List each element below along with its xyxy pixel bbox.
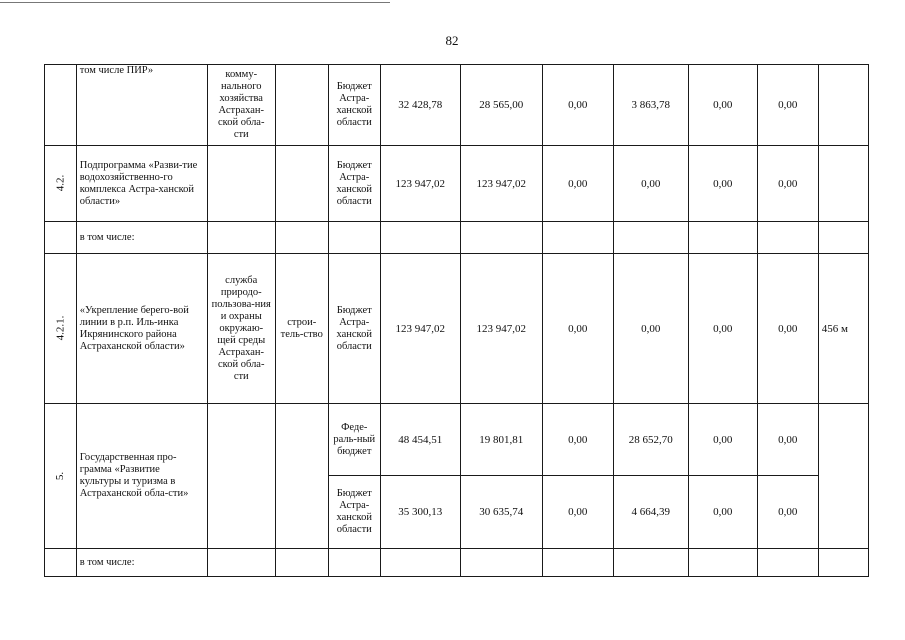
table-row [45, 549, 869, 577]
empty-cell [542, 222, 613, 254]
table-row [45, 254, 869, 404]
table-row [45, 404, 869, 476]
funding-source-cell: Бюджет Астра-ханской области [328, 476, 380, 549]
funding-source-cell: Бюджет Астра-ханской области [328, 65, 380, 146]
empty-cell [380, 222, 460, 254]
value-5-cell: 0,00 [688, 65, 757, 146]
table-row [45, 222, 869, 254]
page-number: 82 [445, 33, 459, 48]
value-2-cell: 123 947,02 [460, 254, 542, 404]
value-6-cell: 0,00 [757, 476, 818, 549]
empty-cell [613, 549, 688, 577]
value-3-cell: 0,00 [542, 404, 613, 476]
empty-cell [818, 549, 868, 577]
row-number-cell: 4.2.1. [45, 254, 77, 404]
result-cell: 456 м [818, 254, 868, 404]
result-cell [818, 404, 868, 549]
work-kind-cell: строи-тель-ство [275, 254, 328, 404]
value-4-cell: 0,00 [613, 146, 688, 222]
value-6-cell: 0,00 [757, 146, 818, 222]
row-number-cell [45, 549, 77, 577]
value-5-cell: 0,00 [688, 146, 757, 222]
value-4-cell: 3 863,78 [613, 65, 688, 146]
value-3-cell: 0,00 [542, 476, 613, 549]
row-name-cell: Государственная про-грамма «Развитие культуры и туризма в Астраханской обла-сти» [76, 404, 207, 549]
program-table [44, 64, 869, 577]
value-6-cell: 0,00 [757, 254, 818, 404]
value-3-cell: 0,00 [542, 146, 613, 222]
value-4-cell: 28 652,70 [613, 404, 688, 476]
value-2-cell: 123 947,02 [460, 146, 542, 222]
empty-cell [275, 549, 328, 577]
value-total-cell: 35 300,13 [380, 476, 460, 549]
value-2-cell: 19 801,81 [460, 404, 542, 476]
funding-source-cell: Феде-раль-ный бюджет [328, 404, 380, 476]
executor-cell: комму-нального хозяйства Астрахан-ской обла-сти [207, 65, 275, 146]
result-cell [818, 65, 868, 146]
row-name-cell: «Укрепление берего-вой линии в р.п. Иль-инка Икрянинского района Астраханской области» [76, 254, 207, 404]
value-total-cell: 123 947,02 [380, 146, 460, 222]
value-3-cell: 0,00 [542, 65, 613, 146]
work-kind-cell [275, 65, 328, 146]
work-kind-cell [275, 404, 328, 549]
value-total-cell: 123 947,02 [380, 254, 460, 404]
empty-cell [207, 222, 275, 254]
value-3-cell: 0,00 [542, 254, 613, 404]
empty-cell [380, 549, 460, 577]
empty-cell [613, 222, 688, 254]
value-5-cell: 0,00 [688, 404, 757, 476]
value-5-cell: 0,00 [688, 476, 757, 549]
value-2-cell: 30 635,74 [460, 476, 542, 549]
value-4-cell: 4 664,39 [613, 476, 688, 549]
empty-cell [328, 222, 380, 254]
in-that-number-label: в том числе: [76, 549, 207, 577]
empty-cell [688, 549, 757, 577]
empty-cell [207, 549, 275, 577]
funding-source-cell: Бюджет Астра-ханской области [328, 146, 380, 222]
empty-cell [275, 222, 328, 254]
empty-cell [542, 549, 613, 577]
row-number-cell [45, 65, 77, 146]
empty-cell [818, 222, 868, 254]
value-4-cell: 0,00 [613, 254, 688, 404]
in-that-number-label: в том числе: [76, 222, 207, 254]
executor-cell: служба природо-пользова-ния и охраны окружаю-щей среды Астрахан-ской обла-сти [207, 254, 275, 404]
empty-cell [757, 222, 818, 254]
table-row [45, 65, 869, 146]
top-rule [0, 2, 390, 3]
value-2-cell: 28 565,00 [460, 65, 542, 146]
empty-cell [688, 222, 757, 254]
value-6-cell: 0,00 [757, 65, 818, 146]
empty-cell [460, 549, 542, 577]
value-5-cell: 0,00 [688, 254, 757, 404]
empty-cell [757, 549, 818, 577]
row-number-cell: 5. [45, 404, 77, 549]
empty-cell [328, 549, 380, 577]
empty-cell [460, 222, 542, 254]
result-cell [818, 146, 868, 222]
funding-source-cell: Бюджет Астра-ханской области [328, 254, 380, 404]
table-row [45, 146, 869, 222]
executor-cell [207, 146, 275, 222]
row-name-cell: том числе ПИР» [76, 65, 207, 146]
work-kind-cell [275, 146, 328, 222]
row-number-cell: 4.2. [45, 146, 77, 222]
row-name-cell: Подпрограмма «Разви-тие водохозяйственно-го комплекса Астра-ханской области» [76, 146, 207, 222]
executor-cell [207, 404, 275, 549]
value-total-cell: 32 428,78 [380, 65, 460, 146]
row-number-cell [45, 222, 77, 254]
value-6-cell: 0,00 [757, 404, 818, 476]
value-total-cell: 48 454,51 [380, 404, 460, 476]
